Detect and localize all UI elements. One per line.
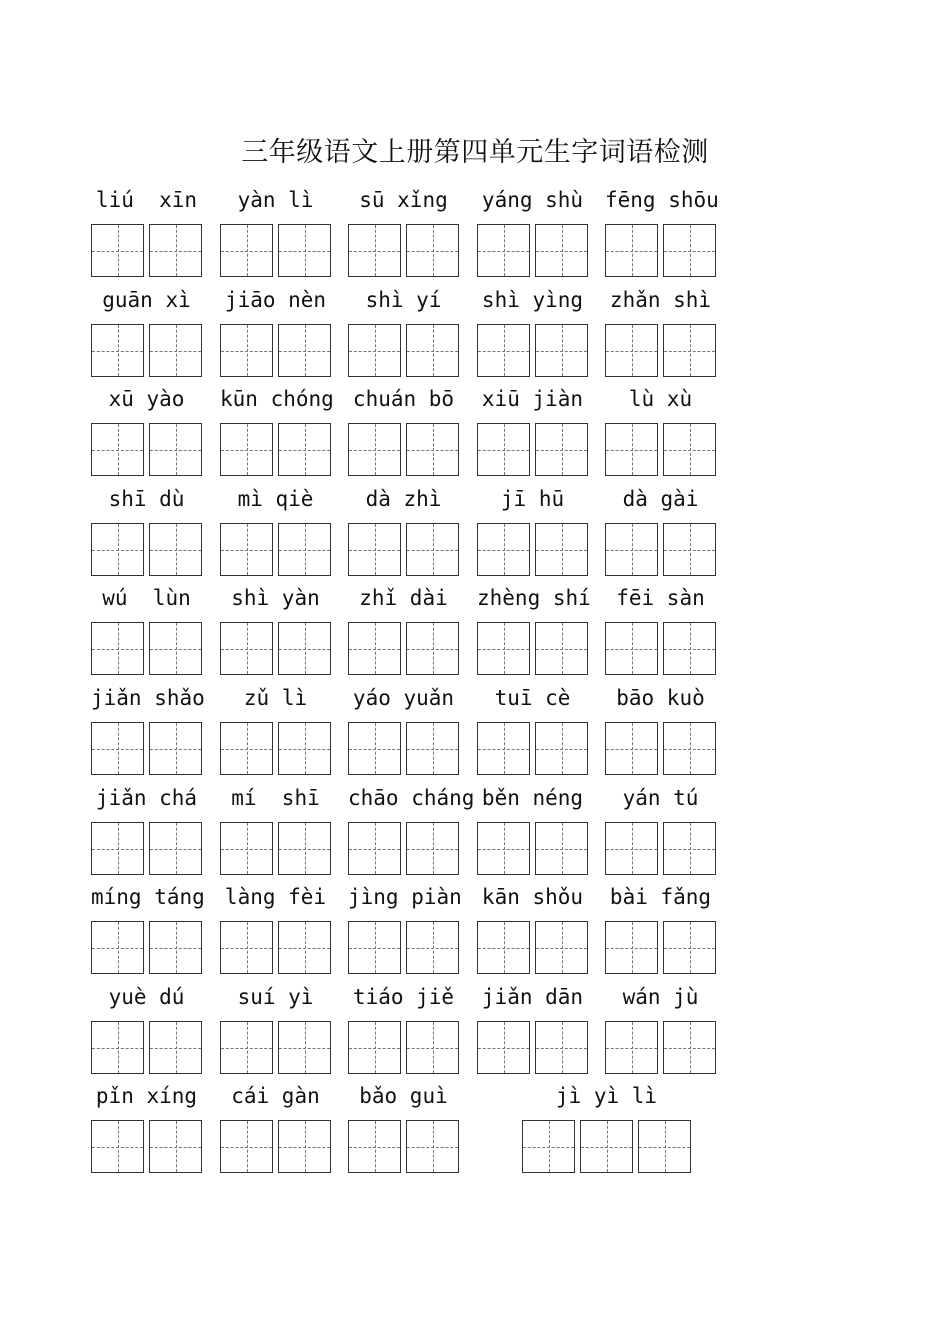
character-box-group (605, 324, 716, 379)
pinyin-label: tiáo jiě (352, 985, 455, 1009)
character-box-group (220, 622, 331, 677)
tian-zi-ge-cell[interactable] (348, 523, 401, 576)
tian-zi-ge-cell[interactable] (149, 523, 202, 576)
tian-zi-ge-cell[interactable] (348, 423, 401, 476)
tian-zi-ge-cell[interactable] (477, 822, 530, 875)
pinyin-label: wán jù (622, 985, 699, 1009)
tian-zi-ge-cell[interactable] (149, 1120, 202, 1173)
tian-zi-ge-cell[interactable] (477, 224, 530, 277)
tian-zi-ge-cell[interactable] (348, 622, 401, 675)
tian-zi-ge-cell[interactable] (348, 921, 401, 974)
pinyin-label: jì yì lì (555, 1084, 658, 1108)
tian-zi-ge-cell[interactable] (91, 423, 144, 476)
tian-zi-ge-cell[interactable] (278, 1021, 331, 1074)
tian-zi-ge-cell[interactable] (477, 523, 530, 576)
tian-zi-ge-cell[interactable] (605, 423, 658, 476)
pinyin-label: chuán bō (352, 387, 455, 411)
tian-zi-ge-cell[interactable] (477, 324, 530, 377)
character-box-group (477, 921, 588, 976)
character-box-group (477, 423, 588, 478)
pinyin-label: mì qiè (237, 487, 314, 511)
pinyin-label: jī hū (500, 487, 565, 511)
tian-zi-ge-cell[interactable] (91, 722, 144, 775)
pinyin-label: làng fèi (224, 885, 327, 909)
tian-zi-ge-cell[interactable] (535, 722, 588, 775)
pinyin-label: tuī cè (494, 686, 571, 710)
tian-zi-ge-cell[interactable] (348, 224, 401, 277)
tian-zi-ge-cell[interactable] (278, 324, 331, 377)
pinyin-label: lù xù (628, 387, 693, 411)
tian-zi-ge-cell[interactable] (406, 423, 459, 476)
character-box-group (477, 523, 588, 578)
tian-zi-ge-cell[interactable] (278, 1120, 331, 1173)
character-box-group (477, 1021, 588, 1076)
tian-zi-ge-cell[interactable] (535, 423, 588, 476)
tian-zi-ge-cell[interactable] (605, 822, 658, 875)
pinyin-label: yuè dú (108, 985, 185, 1009)
pinyin-label: jiāo nèn (224, 288, 327, 312)
character-box-group (220, 523, 331, 578)
tian-zi-ge-cell[interactable] (91, 1120, 144, 1173)
tian-zi-ge-cell[interactable] (605, 1021, 658, 1074)
tian-zi-ge-cell[interactable] (91, 324, 144, 377)
character-box-group (91, 822, 202, 877)
character-box-group (605, 921, 716, 976)
tian-zi-ge-cell[interactable] (220, 822, 273, 875)
character-box-group (348, 224, 459, 279)
tian-zi-ge-cell[interactable] (535, 523, 588, 576)
pinyin-label: jiǎn chá (95, 786, 198, 810)
tian-zi-ge-cell[interactable] (220, 1120, 273, 1173)
tian-zi-ge-cell[interactable] (477, 423, 530, 476)
tian-zi-ge-cell[interactable] (278, 423, 331, 476)
pinyin-label: shì yìng (481, 288, 584, 312)
tian-zi-ge-cell[interactable] (522, 1120, 575, 1173)
character-box-group (348, 1120, 459, 1175)
character-box-group (220, 423, 331, 478)
tian-zi-ge-cell[interactable] (348, 1120, 401, 1173)
tian-zi-ge-cell[interactable] (91, 224, 144, 277)
tian-zi-ge-cell[interactable] (220, 523, 273, 576)
tian-zi-ge-cell[interactable] (663, 1021, 716, 1074)
tian-zi-ge-cell[interactable] (663, 921, 716, 974)
tian-zi-ge-cell[interactable] (220, 722, 273, 775)
tian-zi-ge-cell[interactable] (220, 324, 273, 377)
character-box-group (477, 324, 588, 379)
character-box-group (220, 1120, 331, 1175)
pinyin-label: jiǎn dān (481, 985, 584, 1009)
character-box-group (348, 722, 459, 777)
tian-zi-ge-cell[interactable] (348, 722, 401, 775)
pinyin-label: bāo kuò (616, 686, 705, 710)
character-box-group (477, 822, 588, 877)
pinyin-label: yàn lì (237, 188, 314, 212)
tian-zi-ge-cell[interactable] (278, 523, 331, 576)
character-box-group (220, 722, 331, 777)
pinyin-label: guān xì (102, 288, 191, 312)
tian-zi-ge-cell[interactable] (278, 822, 331, 875)
character-box-group (348, 921, 459, 976)
pinyin-label: cái gàn (231, 1084, 320, 1108)
tian-zi-ge-cell[interactable] (91, 921, 144, 974)
pinyin-label: kūn chóng (220, 387, 334, 411)
tian-zi-ge-cell[interactable] (91, 822, 144, 875)
tian-zi-ge-cell[interactable] (348, 1021, 401, 1074)
character-box-group (91, 722, 202, 777)
tian-zi-ge-cell[interactable] (406, 224, 459, 277)
pinyin-label: dà zhì (365, 487, 442, 511)
character-box-group (477, 722, 588, 777)
tian-zi-ge-cell[interactable] (91, 622, 144, 675)
tian-zi-ge-cell[interactable] (477, 921, 530, 974)
tian-zi-ge-cell[interactable] (220, 622, 273, 675)
character-box-group (220, 1021, 331, 1076)
tian-zi-ge-cell[interactable] (149, 921, 202, 974)
pinyin-label: dà gài (622, 487, 699, 511)
pinyin-label: shì yàn (231, 586, 320, 610)
tian-zi-ge-cell[interactable] (91, 523, 144, 576)
character-box-group (220, 224, 331, 279)
tian-zi-ge-cell[interactable] (580, 1120, 633, 1173)
pinyin-label: zhǎn shì (609, 288, 712, 312)
tian-zi-ge-cell[interactable] (149, 1021, 202, 1074)
pinyin-label: zhǐ dài (359, 586, 448, 610)
tian-zi-ge-cell[interactable] (220, 921, 273, 974)
pinyin-label: yáng shù (481, 188, 584, 212)
tian-zi-ge-cell[interactable] (406, 822, 459, 875)
tian-zi-ge-cell[interactable] (406, 1021, 459, 1074)
tian-zi-ge-cell[interactable] (348, 324, 401, 377)
pinyin-label: jìng piàn (348, 885, 462, 909)
pinyin-label: bài fǎng (609, 885, 712, 909)
tian-zi-ge-cell[interactable] (278, 722, 331, 775)
character-box-group (605, 1021, 716, 1076)
character-box-group (220, 822, 331, 877)
tian-zi-ge-cell[interactable] (348, 822, 401, 875)
pinyin-label: suí yì (237, 985, 314, 1009)
page-title: 三年级语文上册第四单元生字词语检测 (241, 137, 709, 168)
tian-zi-ge-cell[interactable] (149, 324, 202, 377)
pinyin-label: fēng shōu (605, 188, 719, 212)
tian-zi-ge-cell[interactable] (406, 324, 459, 377)
character-box-group (91, 1021, 202, 1076)
tian-zi-ge-cell[interactable] (406, 523, 459, 576)
pinyin-label: xū yào (108, 387, 185, 411)
tian-zi-ge-cell[interactable] (278, 921, 331, 974)
pinyin-label: míng táng (91, 885, 205, 909)
tian-zi-ge-cell[interactable] (535, 1021, 588, 1074)
character-box-group (348, 822, 459, 877)
pinyin-label: jiǎn shǎo (91, 686, 205, 710)
character-box-group (477, 224, 588, 279)
pinyin-label: kān shǒu (481, 885, 584, 909)
tian-zi-ge-cell[interactable] (605, 523, 658, 576)
tian-zi-ge-cell[interactable] (535, 622, 588, 675)
tian-zi-ge-cell[interactable] (91, 1021, 144, 1074)
character-box-group (220, 324, 331, 379)
character-box-group (348, 523, 459, 578)
tian-zi-ge-cell[interactable] (605, 921, 658, 974)
character-box-group (348, 1021, 459, 1076)
tian-zi-ge-cell[interactable] (406, 722, 459, 775)
character-box-group (91, 622, 202, 677)
pinyin-label: sū xǐng (359, 188, 448, 212)
tian-zi-ge-cell[interactable] (406, 622, 459, 675)
tian-zi-ge-cell[interactable] (663, 523, 716, 576)
character-box-group (605, 622, 716, 677)
tian-zi-ge-cell[interactable] (663, 822, 716, 875)
character-box-group (605, 423, 716, 478)
tian-zi-ge-cell[interactable] (663, 224, 716, 277)
character-box-group (477, 622, 588, 677)
pinyin-label: mí shī (231, 786, 320, 810)
tian-zi-ge-cell[interactable] (149, 423, 202, 476)
character-box-group (348, 324, 459, 379)
tian-zi-ge-cell[interactable] (535, 921, 588, 974)
character-box-group (605, 523, 716, 578)
tian-zi-ge-cell[interactable] (477, 622, 530, 675)
tian-zi-ge-cell[interactable] (638, 1120, 691, 1173)
tian-zi-ge-cell[interactable] (605, 324, 658, 377)
tian-zi-ge-cell[interactable] (535, 224, 588, 277)
tian-zi-ge-cell[interactable] (663, 423, 716, 476)
tian-zi-ge-cell[interactable] (477, 722, 530, 775)
tian-zi-ge-cell[interactable] (406, 921, 459, 974)
tian-zi-ge-cell[interactable] (663, 622, 716, 675)
pinyin-label: zǔ lì (243, 686, 308, 710)
tian-zi-ge-cell[interactable] (663, 722, 716, 775)
pinyin-label: chāo cháng (348, 786, 475, 810)
pinyin-label: yáo yuǎn (352, 686, 455, 710)
character-box-group (91, 324, 202, 379)
tian-zi-ge-cell[interactable] (535, 822, 588, 875)
pinyin-label: shì yí (365, 288, 442, 312)
tian-zi-ge-cell[interactable] (605, 622, 658, 675)
character-box-group (91, 523, 202, 578)
tian-zi-ge-cell[interactable] (535, 324, 588, 377)
character-box-group (605, 224, 716, 279)
tian-zi-ge-cell[interactable] (477, 1021, 530, 1074)
tian-zi-ge-cell[interactable] (149, 224, 202, 277)
character-box-group (91, 224, 202, 279)
character-box-group (522, 1120, 691, 1175)
pinyin-label: běn néng (481, 786, 584, 810)
character-box-group (605, 822, 716, 877)
pinyin-label: wú lùn (102, 586, 191, 610)
pinyin-label: yán tú (622, 786, 699, 810)
character-box-group (348, 622, 459, 677)
pinyin-label: pǐn xíng (95, 1084, 198, 1108)
tian-zi-ge-cell[interactable] (149, 722, 202, 775)
tian-zi-ge-cell[interactable] (220, 224, 273, 277)
tian-zi-ge-cell[interactable] (605, 224, 658, 277)
character-box-group (91, 1120, 202, 1175)
character-box-group (605, 722, 716, 777)
character-box-group (91, 423, 202, 478)
pinyin-label: liú xīn (95, 188, 198, 212)
pinyin-label: xiū jiàn (481, 387, 584, 411)
tian-zi-ge-cell[interactable] (278, 622, 331, 675)
tian-zi-ge-cell[interactable] (406, 1120, 459, 1173)
pinyin-label: shī dù (108, 487, 185, 511)
tian-zi-ge-cell[interactable] (278, 224, 331, 277)
character-box-group (220, 921, 331, 976)
tian-zi-ge-cell[interactable] (149, 622, 202, 675)
tian-zi-ge-cell[interactable] (605, 722, 658, 775)
pinyin-label: bǎo guì (359, 1084, 448, 1108)
tian-zi-ge-cell[interactable] (220, 423, 273, 476)
pinyin-label: zhèng shí (477, 586, 591, 610)
tian-zi-ge-cell[interactable] (149, 822, 202, 875)
character-box-group (348, 423, 459, 478)
character-box-group (91, 921, 202, 976)
tian-zi-ge-cell[interactable] (220, 1021, 273, 1074)
tian-zi-ge-cell[interactable] (663, 324, 716, 377)
pinyin-label: fēi sàn (616, 586, 705, 610)
